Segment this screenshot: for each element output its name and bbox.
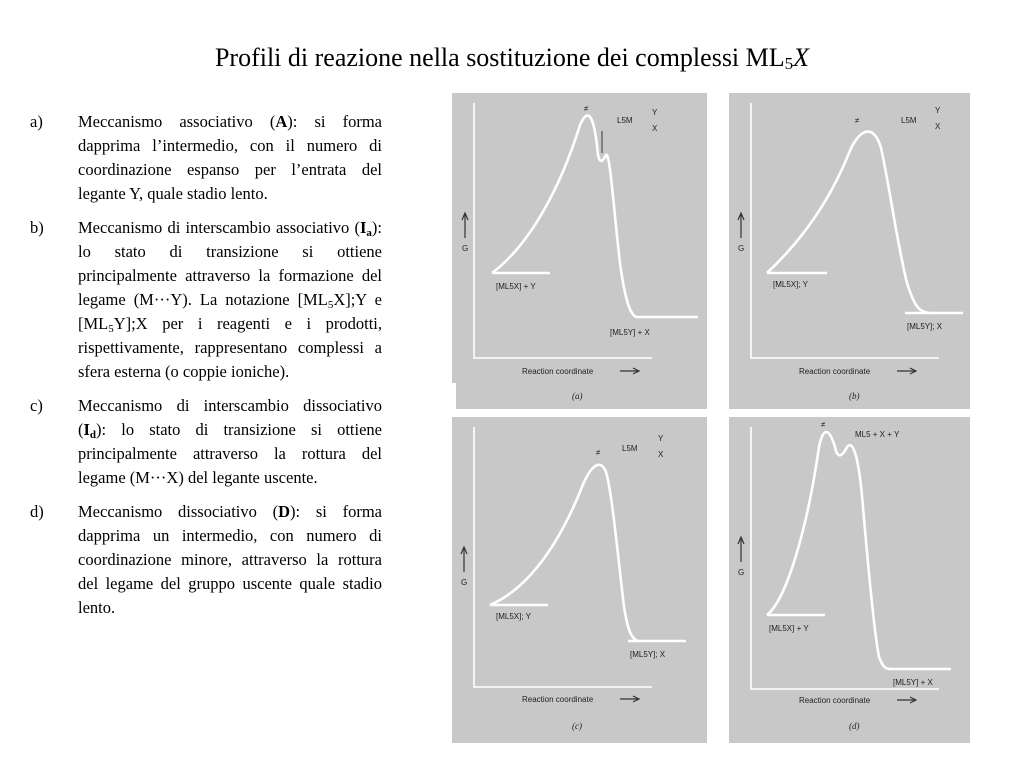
list-marker: c) xyxy=(30,396,43,415)
x-axis-arrow xyxy=(620,696,639,702)
mechanism-list xyxy=(30,110,382,630)
ts-symbol: ≠ xyxy=(821,420,826,429)
panel-a xyxy=(462,103,698,401)
g-axis-arrow xyxy=(738,537,744,562)
product-label: [ML5Y] + X xyxy=(610,328,650,337)
caption-b: (b) xyxy=(849,391,860,401)
ts-symbol: ≠ xyxy=(584,104,589,113)
item-text: Meccanismo associativo (A): si forma dapprima l’intermedio, con il numero di coordinazione espanso per l’entrata del legante Y, quale stadio lento. xyxy=(78,112,382,203)
axes xyxy=(751,103,939,358)
energy-curve xyxy=(767,432,891,669)
product-label: [ML5Y] + X xyxy=(893,678,933,687)
list-item-a xyxy=(30,110,382,206)
label-y: Y xyxy=(652,108,658,117)
label-x: X xyxy=(658,450,664,459)
label-y: Y xyxy=(935,106,941,115)
list-item-d xyxy=(30,500,382,620)
g-axis-arrow xyxy=(462,213,468,238)
x-axis-arrow xyxy=(897,368,916,374)
caption-a: (a) xyxy=(572,391,583,401)
x-axis-arrow xyxy=(620,368,639,374)
g-axis-label: G xyxy=(738,244,745,253)
caption-c: (c) xyxy=(572,721,582,731)
panel-d xyxy=(738,420,951,731)
reactant-label: [ML5X] + Y xyxy=(769,624,809,633)
item-text: Meccanismo di interscambio dissociativo $(I_d)$: lo stato di transizione si ottiene principalmente attraverso la rottura del legame (M···X) del legante uscente. xyxy=(78,396,382,487)
label-ml: L5M xyxy=(901,116,917,125)
axes xyxy=(751,427,939,689)
g-axis-label: G xyxy=(462,244,469,253)
ts-symbol: ≠ xyxy=(596,448,601,457)
g-axis-arrow xyxy=(738,213,744,238)
panel-c xyxy=(461,427,686,731)
item-text: Meccanismo di interscambio associativo $(I_a)$: lo stato di transizione si ottiene principalmente attraverso la formazione del legame (M···Y). La notazione $[ML_5X];Y$ e $[ML_5Y];X$ per i reagenti e i prodotti, rispettivamente, rappresentano complessi a sfera esterna (o coppie ioniche). xyxy=(78,218,382,381)
list-marker: a) xyxy=(30,112,43,131)
g-axis-label: G xyxy=(461,578,468,587)
x-axis-label: Reaction coordinate xyxy=(522,367,594,376)
reaction-profiles-figure xyxy=(452,93,970,743)
x-axis-arrow xyxy=(897,697,916,703)
label-ml: L5M xyxy=(622,444,638,453)
label-intermediate: ML5 + X + Y xyxy=(855,430,900,439)
list-marker: b) xyxy=(30,218,44,237)
reactant-label: [ML5X]; Y xyxy=(773,280,808,289)
panel-b xyxy=(738,103,963,401)
list-item-b xyxy=(30,216,382,384)
reactant-label: [ML5X]; Y xyxy=(496,612,531,621)
ts-symbol: ≠ xyxy=(855,116,860,125)
product-label: [ML5Y]; X xyxy=(907,322,943,331)
item-text: Meccanismo dissociativo (D): si forma dapprima un intermedio, con numero di coordinazione minore, attraverso la rottura del legame del gruppo uscente quale stadio lento. xyxy=(78,502,382,617)
axes xyxy=(474,103,652,358)
reactant-label: [ML5X] + Y xyxy=(496,282,536,291)
label-y: Y xyxy=(658,434,664,443)
label-ml: L5M xyxy=(617,116,633,125)
x-axis-label: Reaction coordinate xyxy=(799,696,871,705)
label-x: X xyxy=(652,124,658,133)
page-title: Profili di reazione nella sostituzione dei complessi $ML_5X$ xyxy=(214,43,810,73)
axes xyxy=(474,427,652,687)
caption-d: (d) xyxy=(849,721,860,731)
x-axis-label: Reaction coordinate xyxy=(522,695,594,704)
g-axis-arrow xyxy=(461,547,467,572)
x-axis-label: Reaction coordinate xyxy=(799,367,871,376)
list-marker: d) xyxy=(30,502,44,521)
product-label: [ML5Y]; X xyxy=(630,650,666,659)
label-x: X xyxy=(935,122,941,131)
g-axis-label: G xyxy=(738,568,745,577)
list-item-c xyxy=(30,394,382,490)
